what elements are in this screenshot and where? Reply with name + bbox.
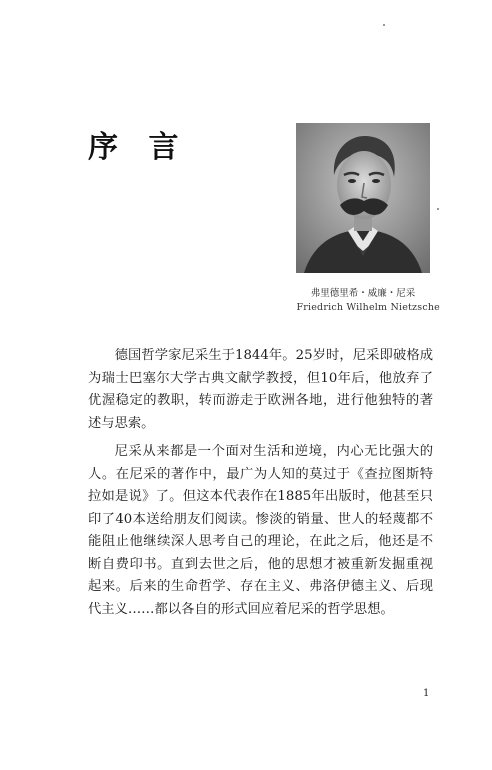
page-title: 序 言 <box>88 130 189 165</box>
scan-speck <box>383 24 385 26</box>
page-number: 1 <box>423 688 430 699</box>
scan-speck <box>437 208 439 210</box>
paragraph: 尼采从来都是一个面对生活和逆境，内心无比强大的人。在尼采的著作中，最广为人知的莫过于《查拉图斯特拉如是说》了。但这本代表作在1885年出版时，他甚至只印了40本送给朋友们阅读。惨淡的销量、世人的轻蔑都不能阻止他继续深人思考自己的理论，在此之后，他还是不断自费印书。直到去世之后，他的思想才被重新发掘重视起来。后来的生命哲学、存在主义、弗洛伊德主义、后现代主义……都以各自的形式回应着尼采的哲学思想。 <box>88 444 433 617</box>
portrait-photo <box>296 123 430 273</box>
paragraph: 德国哲学家尼采生于1844年。25岁时，尼采即破格成为瑞士巴塞尔大学古典文献学教授，但10年后，他放弃了优渥稳定的教职，转而游走于欧洲各地，进行他独特的著述与思索。 <box>88 348 433 431</box>
portrait-caption-english: Friedrich Wilhelm Nietzsche <box>296 302 440 313</box>
portrait-caption-chinese: 弗里德里希・威廉・尼采 <box>310 288 416 299</box>
body-text <box>88 345 433 621</box>
